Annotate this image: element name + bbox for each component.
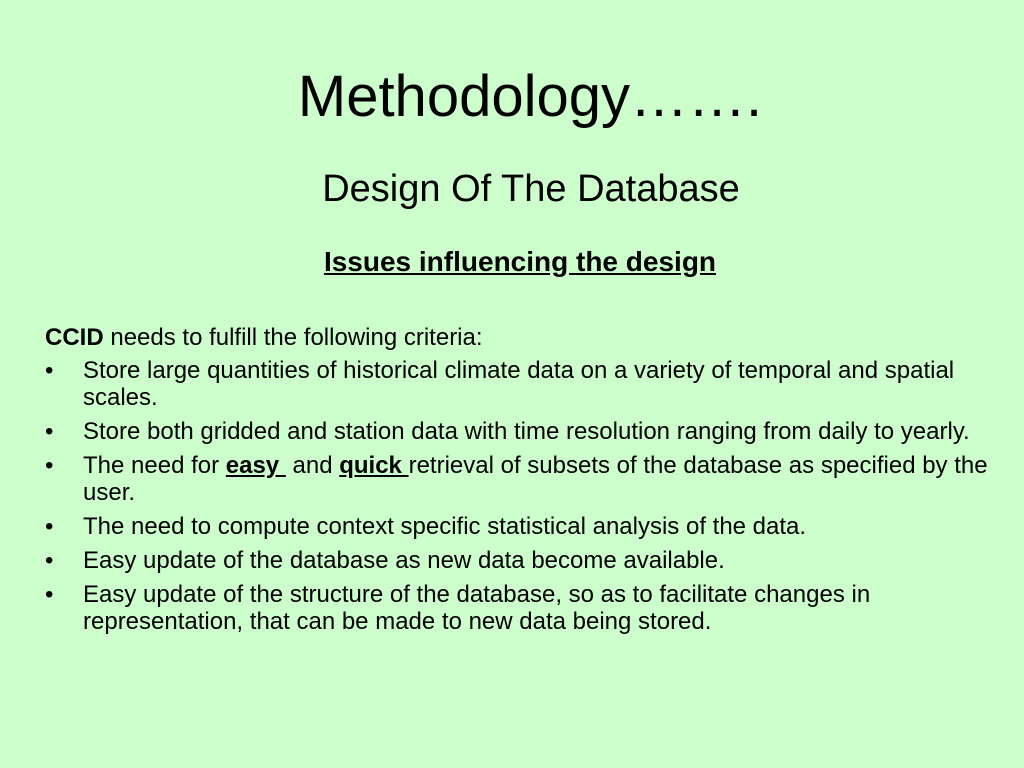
bullet-icon: • (45, 581, 54, 608)
criteria-item (45, 581, 995, 635)
intro-line (45, 324, 995, 351)
criteria-text-part: retrieval of subsets of the database as specified by the user. (83, 452, 988, 506)
slide-title: Methodology……. (297, 64, 763, 129)
slide-body (45, 324, 995, 642)
criteria-text: Store large quantities of historical climate data on a variety of temporal and spatial scales. (83, 357, 955, 411)
criteria-item (45, 357, 995, 411)
criteria-text: The need to compute context specific statistical analysis of the data. (83, 513, 807, 540)
criteria-list (45, 357, 995, 635)
criteria-item (45, 513, 995, 540)
bullet-icon: • (45, 418, 54, 445)
emphasis-quick: quick (339, 452, 409, 479)
criteria-text-part: and (285, 452, 340, 479)
intro-text: needs to fulfill the following criteria: (103, 324, 483, 351)
slide-subtitle: Design Of The Database (322, 168, 740, 210)
bullet-icon: • (45, 513, 54, 540)
bullet-icon: • (45, 357, 54, 384)
criteria-text: Store both gridded and station data with time resolution ranging from daily to yearly. (83, 418, 970, 445)
section-heading: Issues influencing the design (323, 246, 717, 277)
emphasis-easy: easy (225, 452, 286, 479)
criteria-text-part: The need for (83, 452, 226, 479)
criteria-text: Easy update of the database as new data become available. (83, 547, 725, 574)
criteria-text: Easy update of the structure of the database, so as to facilitate changes in representation, that can be made to new data being stored. (83, 581, 871, 635)
criteria-item (45, 418, 995, 445)
bullet-icon: • (45, 547, 54, 574)
criteria-item (45, 452, 995, 506)
criteria-item (45, 547, 995, 574)
intro-acronym: CCID (45, 324, 104, 351)
bullet-icon: • (45, 452, 54, 479)
